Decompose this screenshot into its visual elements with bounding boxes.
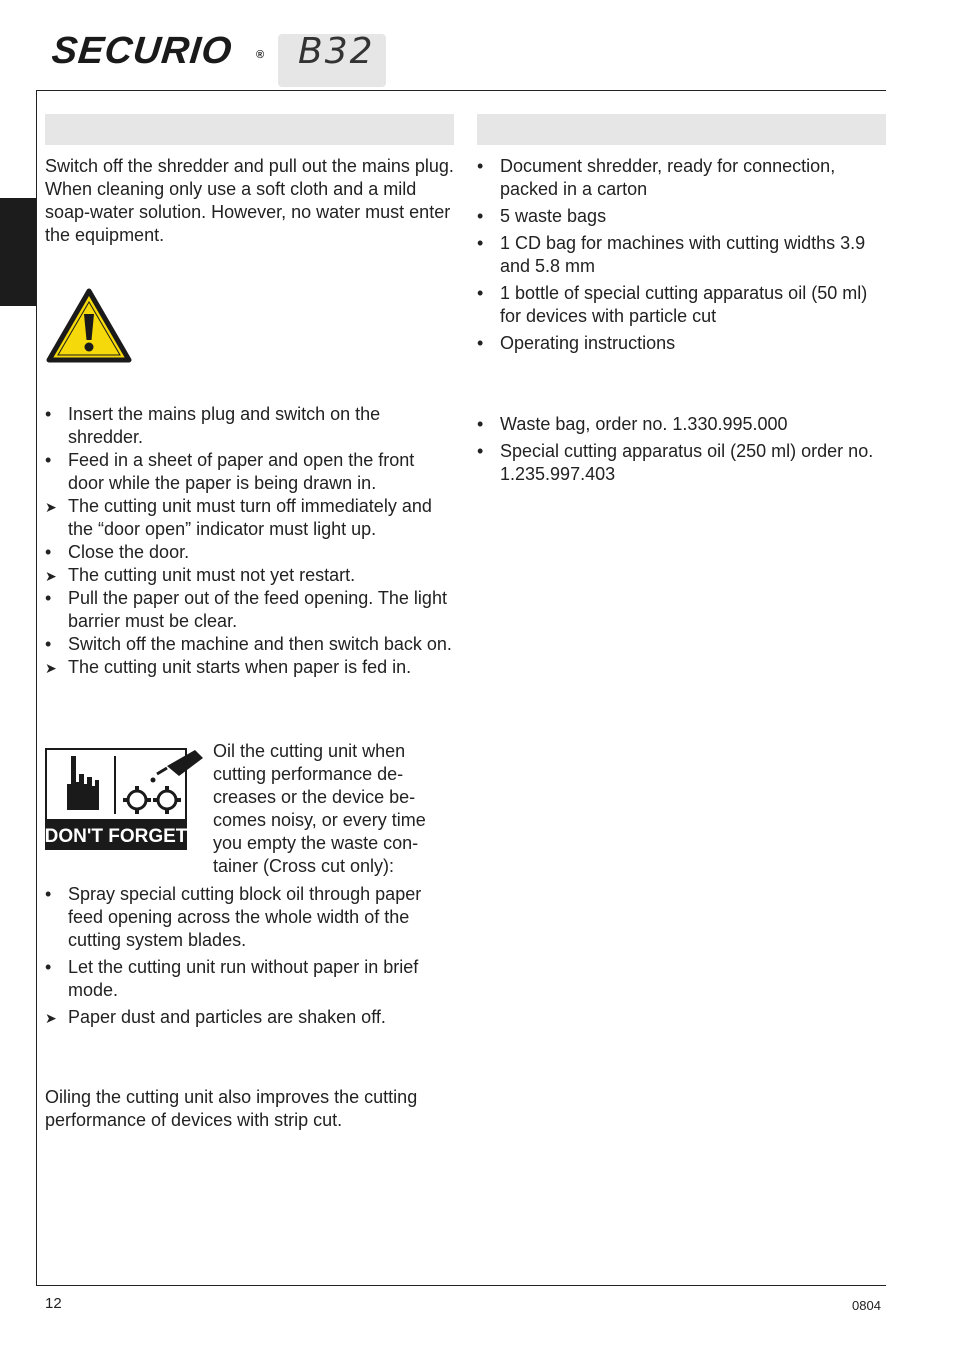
list-item	[45, 564, 455, 587]
bullet-icon	[45, 541, 65, 564]
bullet-icon	[477, 232, 497, 255]
list-item-text: Insert the mains plug and switch on the shredder.	[68, 404, 381, 447]
list-item	[477, 440, 877, 486]
arrow-result-icon	[45, 564, 65, 588]
list-item-text: 1 bottle of special cutting apparatus oil (50 ml) for devices with particle cut	[500, 283, 868, 326]
list-item-text: The cutting unit must turn off immediately and the “door open” indicator must light up.	[68, 496, 432, 539]
right-heading-bar	[477, 114, 886, 145]
list-item-text: Document shredder, ready for connection, packed in a carton	[500, 156, 836, 199]
bullet-icon	[477, 413, 497, 436]
arrow-result-icon	[45, 656, 65, 680]
list-item	[477, 282, 877, 328]
accessories-list	[477, 413, 877, 490]
list-item-text: Pull the paper out of the feed opening. The light barrier must be clear.	[68, 588, 447, 631]
document-code: 0804	[852, 1298, 881, 1313]
list-item	[477, 413, 877, 436]
left-rule	[36, 90, 37, 1286]
list-item-text: The cutting unit must not yet restart.	[68, 565, 356, 585]
warning-triangle-icon	[46, 288, 132, 364]
bullet-icon	[45, 956, 65, 979]
registered-mark: ®	[256, 49, 265, 61]
list-item	[45, 956, 455, 1002]
arrow-result-icon	[45, 1006, 65, 1030]
scope-of-delivery-list	[477, 155, 877, 359]
bullet-icon	[477, 282, 497, 305]
list-item	[45, 449, 455, 495]
oiling-instructions: Oil the cutting unit when cutting performance de-creases or the device be-comes noisy, or every time you empty the waste con-tainer (Cross cut only):	[213, 741, 426, 876]
bullet-icon	[45, 403, 65, 426]
list-item	[477, 332, 877, 355]
list-item-text: Switch off the machine and then switch back on.	[68, 634, 452, 654]
list-item	[45, 403, 455, 449]
bullet-icon	[477, 205, 497, 228]
list-item	[45, 541, 455, 564]
bullet-icon	[45, 449, 65, 472]
list-item-text: Feed in a sheet of paper and open the front door while the paper is being drawn in.	[68, 450, 415, 493]
model-name: B32	[298, 31, 375, 72]
list-item-text: Let the cutting unit run without paper in brief mode.	[68, 957, 419, 1000]
list-item-text: Waste bag, order no. 1.330.995.000	[500, 414, 788, 434]
dont-forget-label: DON'T FORGET	[45, 826, 188, 847]
brand-logo: SECURIO	[49, 30, 235, 72]
oiling-steps	[45, 883, 455, 1033]
list-item-text: Paper dust and particles are shaken off.	[68, 1007, 386, 1027]
dont-forget-oil-icon	[45, 744, 207, 850]
list-item	[477, 232, 877, 278]
list-item	[45, 633, 455, 656]
list-item-text: Spray special cutting block oil through paper feed opening across the whole width of the cutting system blades.	[68, 884, 422, 950]
bullet-icon	[477, 332, 497, 355]
list-item-text: The cutting unit starts when paper is fed in.	[68, 657, 412, 677]
list-item	[45, 495, 455, 541]
bullet-icon	[45, 587, 65, 610]
list-item-text: Close the door.	[68, 542, 190, 562]
safety-check-steps	[45, 403, 455, 679]
list-item	[477, 155, 877, 201]
list-item-text: 5 waste bags	[500, 206, 607, 226]
list-item	[45, 1006, 455, 1029]
bullet-icon	[477, 155, 497, 178]
cleaning-instructions: Switch off the shredder and pull out the mains plug. When cleaning only use a soft cloth and a mild soap-water solution. However, no water must enter the equipment.	[45, 156, 454, 245]
bullet-icon	[477, 440, 497, 463]
list-item-text: 1 CD bag for machines with cutting widths 3.9 and 5.8 mm	[500, 233, 866, 276]
left-heading-bar	[45, 114, 454, 145]
bottom-rule	[36, 1285, 886, 1286]
page-number: 12	[45, 1295, 62, 1312]
list-item-text: Operating instructions	[500, 333, 676, 353]
list-item	[45, 587, 455, 633]
list-item	[45, 656, 455, 679]
bullet-icon	[45, 883, 65, 906]
list-item	[477, 205, 877, 228]
strip-cut-note: Oiling the cutting unit also improves the cutting performance of devices with strip cut.	[45, 1087, 418, 1130]
top-rule	[36, 90, 886, 91]
side-tab-marker	[0, 198, 36, 306]
bullet-icon	[45, 633, 65, 656]
list-item	[45, 883, 455, 952]
arrow-result-icon	[45, 495, 65, 519]
list-item-text: Special cutting apparatus oil (250 ml) order no. 1.235.997.403	[500, 441, 874, 484]
